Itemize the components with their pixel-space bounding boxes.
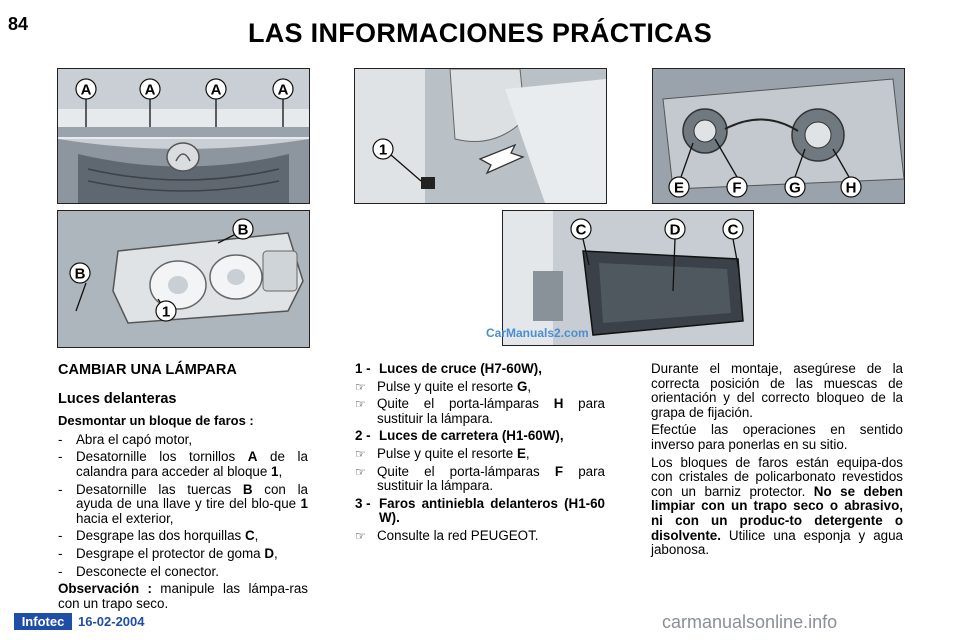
paragraph: Efectúe las operaciones en sentido inverso para ponerlas en su sitio. — [651, 422, 903, 452]
callout-a2: A — [144, 81, 156, 99]
paragraph: Los bloques de faros están equipa-dos con cristales de policarbonato revestidos con un barniz protector. No se deben limpiar con un trapo seco o abrasivo, ni con un produc-to detergente o disolvente. Utilice una esponja y agua jabonosa. — [651, 454, 903, 558]
callout-1: 1 — [161, 303, 171, 321]
callout-a4: A — [277, 81, 289, 99]
step-heading-3: 3 - Faros antiniebla delanteros (H1-60 W). — [355, 495, 605, 526]
engine-illustration — [355, 69, 606, 203]
headlamp-photo — [57, 210, 310, 348]
list-item: - Abra el capó motor, — [58, 431, 193, 447]
list-item: - Desgrape las dos horquillas C, — [58, 528, 259, 544]
cover-illustration — [503, 211, 753, 345]
pointing-hand-icon: ☞ — [355, 446, 366, 461]
bulb-photo — [652, 68, 905, 204]
headlamp-illustration — [58, 211, 309, 347]
callout-d: D — [669, 221, 681, 239]
callout-c1: C — [575, 221, 587, 239]
list-item: - Desatornille los tornillos A de la calandra para acceder al bloque 1, — [58, 449, 308, 479]
list-item: ☞ Pulse y quite el resorte E, — [355, 445, 530, 461]
step-heading-1: 1 - Luces de cruce (H7-60W), — [355, 361, 542, 376]
watermark-bottom: carmanualsonline.info — [662, 612, 838, 632]
paragraph: Durante el montaje, asegúrese de la correcta posición de las muescas de orientación y del correcto bloqueo de la grapa de fijación. — [651, 361, 903, 420]
grille-illustration — [58, 69, 309, 203]
callout-b2: B — [74, 265, 86, 283]
list-item: ☞ Quite el porta-lámparas F para sustituir la lámpara. — [355, 463, 605, 494]
section-heading: CAMBIAR UNA LÁMPARA — [58, 362, 237, 378]
list-item: ☞ Quite el porta-lámparas H para sustituir la lámpara. — [355, 396, 605, 426]
step-heading-2: 2 - Luces de carretera (H1-60W), — [355, 428, 564, 444]
watermark-center: CarManuals2.com — [486, 326, 589, 340]
bulb-illustration — [653, 69, 904, 203]
callout-a1: A — [80, 81, 92, 99]
infotec-logo: Infotec — [14, 613, 72, 630]
callout-c2: C — [727, 221, 739, 239]
engine-photo — [354, 68, 607, 204]
section-subheading: Luces delanteras — [58, 390, 177, 407]
note: Observación : manipule las lámpa-ras con un trapo seco. — [58, 581, 308, 611]
list-item: - Desconecte el conector. — [58, 563, 219, 579]
list-item: ☞ Pulse y quite el resorte G, — [355, 378, 532, 394]
list-item: ☞ Consulte la red PEUGEOT. — [355, 527, 539, 543]
column-2 — [355, 362, 605, 547]
list-item: - Desatornille las tuercas B con la ayuda de una llave y tire del blo-que 1 hacia el exterior, — [58, 481, 309, 526]
footer-date: 16-02-2004 — [78, 614, 145, 629]
callout-f: F — [732, 179, 742, 197]
procedure-heading: Desmontar un bloque de faros : — [58, 413, 254, 429]
callout-e: E — [673, 179, 685, 197]
grille-photo — [57, 68, 310, 204]
page-number: 84 — [8, 14, 29, 34]
callout-engine-1: 1 — [378, 141, 388, 159]
pointing-hand-icon: ☞ — [355, 464, 366, 479]
callout-h: H — [845, 179, 857, 197]
column-1 — [58, 363, 308, 614]
pointing-hand-icon: ☞ — [355, 528, 366, 543]
list-item: - Desgrape el protector de goma D, — [58, 545, 278, 561]
pointing-hand-icon: ☞ — [355, 379, 366, 394]
pointing-hand-icon: ☞ — [355, 397, 366, 412]
callout-a3: A — [210, 81, 222, 99]
column-3 — [651, 362, 903, 561]
callout-g: G — [789, 179, 801, 197]
callout-b1: B — [237, 221, 249, 239]
page-title: LAS INFORMACIONES PRÁCTICAS — [247, 18, 713, 48]
